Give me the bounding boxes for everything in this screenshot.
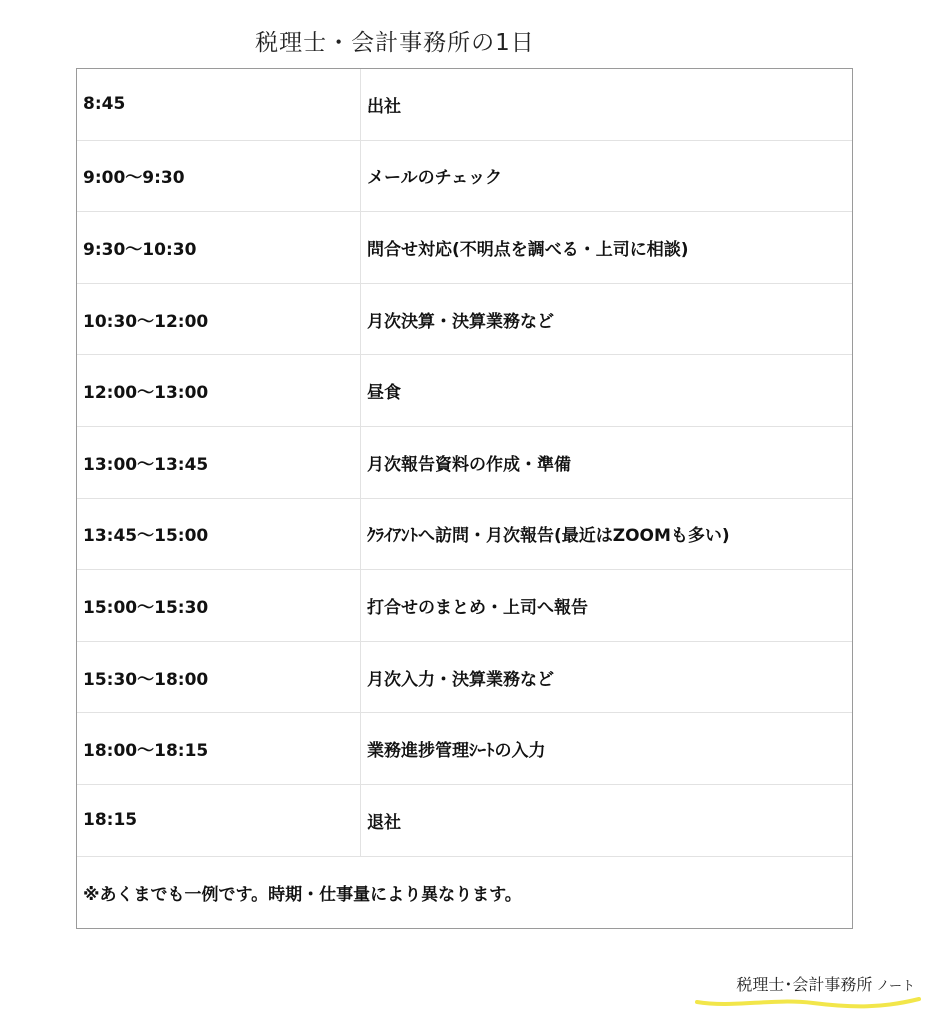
task-cell: 月次入力・決算業務など xyxy=(367,669,554,690)
table-row xyxy=(77,355,852,427)
table-row xyxy=(77,499,852,571)
brand-name: 税理士･会計事務所 xyxy=(736,975,873,994)
footnote: ※あくまでも一例です。時期・仕事量により異なります。 xyxy=(83,884,522,905)
task-cell: メールのチェック xyxy=(367,168,503,189)
task-cell: 出社 xyxy=(367,96,401,117)
time-cell: 13:00～13:45 xyxy=(77,427,361,498)
time-cell: 13:45～15:00 xyxy=(77,499,361,570)
page-title: 税理士・会計事務所の1日 xyxy=(255,30,535,56)
brand-logo xyxy=(736,972,915,995)
table-row xyxy=(77,785,852,857)
task-cell: 月次報告資料の作成・準備 xyxy=(367,454,571,475)
task-cell: 打合せのまとめ・上司へ報告 xyxy=(367,597,588,618)
table-row xyxy=(77,284,852,356)
table-row xyxy=(77,212,852,284)
table-row xyxy=(77,69,852,141)
time-cell: 10:30～12:00 xyxy=(77,284,361,355)
task-cell: 退社 xyxy=(367,812,401,833)
brand-subname: ノート xyxy=(876,979,915,994)
task-cell: 業務進捗管理ｼｰﾄの入力 xyxy=(367,741,546,762)
time-cell: 9:00～9:30 xyxy=(77,141,361,212)
task-cell: 昼食 xyxy=(367,383,401,404)
time-cell: 18:00～18:15 xyxy=(77,713,361,784)
task-cell: 月次決算・決算業務など xyxy=(367,311,554,332)
schedule-table xyxy=(76,68,853,929)
table-row xyxy=(77,713,852,785)
table-row xyxy=(77,141,852,213)
time-cell: 8:45 xyxy=(77,69,361,140)
task-cell: 問合せ対応(不明点を調べる・上司に相談) xyxy=(367,239,689,260)
time-cell: 18:15 xyxy=(77,785,361,856)
time-cell: 15:30～18:00 xyxy=(77,642,361,713)
time-cell: 9:30～10:30 xyxy=(77,212,361,283)
task-cell: ｸﾗｲｱﾝﾄへ訪問・月次報告(最近はZOOMも多い) xyxy=(367,526,730,547)
time-cell: 15:00～15:30 xyxy=(77,570,361,641)
table-row xyxy=(77,427,852,499)
time-cell: 12:00～13:00 xyxy=(77,355,361,426)
table-row xyxy=(77,570,852,642)
table-row xyxy=(77,642,852,714)
